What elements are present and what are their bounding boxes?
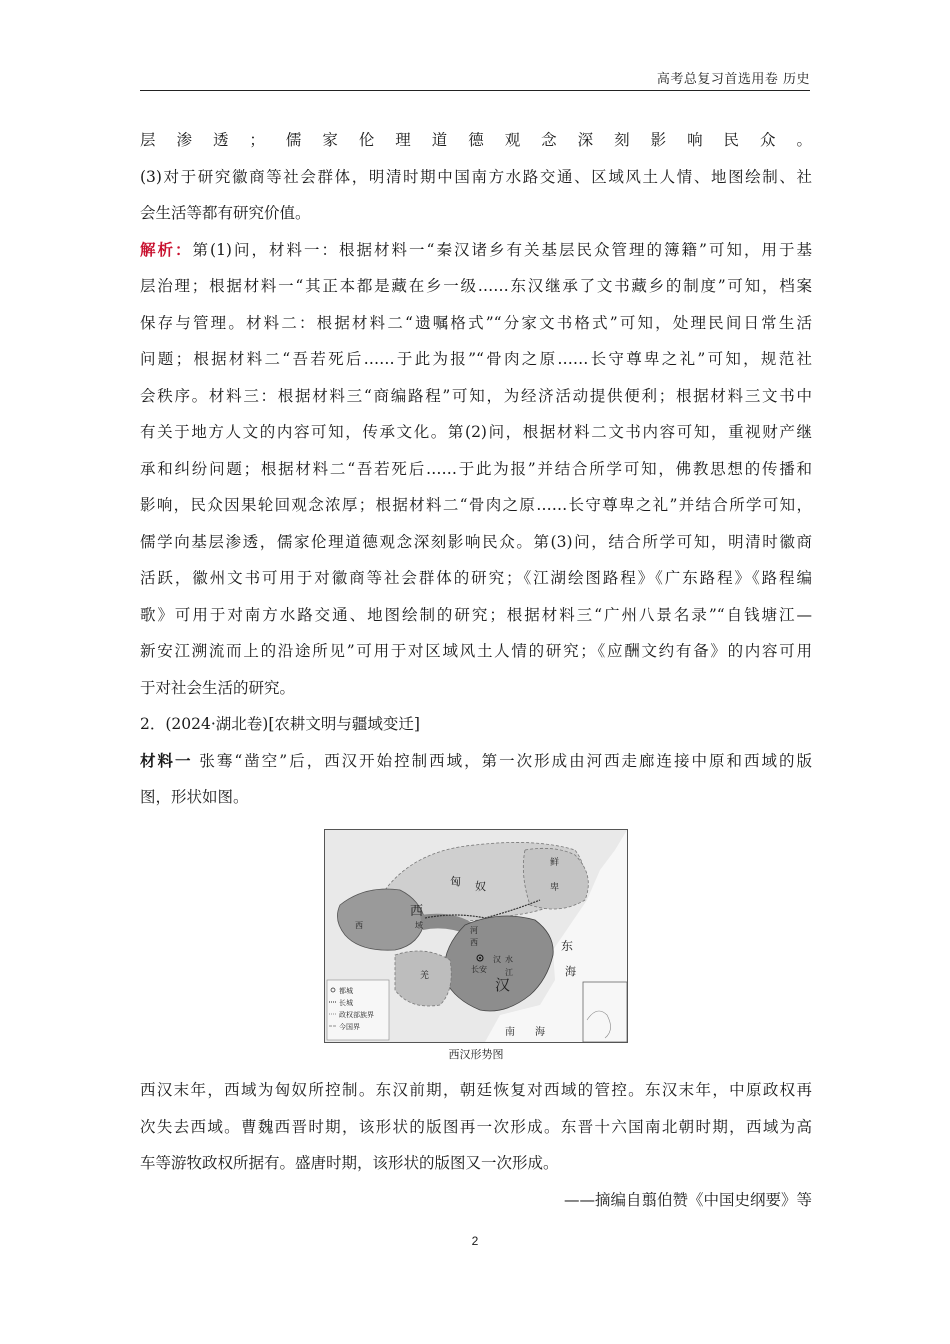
map-label: 东 <box>561 939 574 953</box>
map-label: 西 <box>355 921 363 930</box>
text-line: 保存与管理。材料二：根据材料二“遗嘱格式”“分家文书格式”可知，处理民间日常生活 <box>140 313 812 332</box>
legend-item: 都城 <box>339 987 353 995</box>
analysis-line <box>140 232 812 269</box>
map-label: 卑 <box>550 883 560 893</box>
map-label: 南 <box>505 1027 515 1038</box>
map-label: 长安 <box>471 965 487 974</box>
source-citation: ——摘编自翦伯赞《中国史纲要》等 <box>563 1190 812 1209</box>
map-label: 江 <box>505 968 513 977</box>
text-line: 车等游牧政权所据有。盛唐时期，该形状的版图又一次形成。 <box>140 1154 559 1172</box>
text-line: 于对社会生活的研究。 <box>140 678 296 697</box>
text-line: 儒学向基层渗透，儒家伦理道德观念深刻影响民众。第(3)问，结合所学可知，明清时徽商 <box>140 532 812 551</box>
page-header <box>140 68 810 91</box>
text-span: 第(1)问，材料一：根据材料一“秦汉诸乡有关基层民众管理的簿籍”可知，用于基 <box>192 240 812 259</box>
text-line: 问题；根据材料二“吾若死后……于此为报”“骨肉之原……长守尊卑之礼”可知，规范社 <box>140 350 812 368</box>
question-heading: 2．(2024·湖北卷)[农耕文明与疆域变迁] <box>140 715 420 733</box>
map-label: 域 <box>415 921 423 930</box>
text-line: 有关于地方人文的内容可知，传承文化。第(2)问，根据材料二文书内容可知，重视财产继 <box>140 423 812 441</box>
text-line: 新安江溯流而上的沿途所见”可用于对区域风土人情的研究；《应酬文约有备》的内容可用 <box>140 642 812 660</box>
map-label: 河 <box>470 926 478 935</box>
map-label: 西 <box>410 904 424 919</box>
text-line: 歌》可用于对南方水路交通、地图绘制的研究；根据材料三“广州八景名录”“自钱塘江— <box>140 605 812 624</box>
text-line: 西汉末年，西域为匈奴所控制。东汉前期，朝廷恢复对西域的管控。东汉末年，中原政权再 <box>140 1081 812 1099</box>
main-text <box>140 122 812 816</box>
material-line <box>140 743 812 780</box>
text-line: 会秩序。材料三：根据材料三“商编路程”可知，为经济活动提供便利；根据材料三文书中 <box>140 386 812 405</box>
map-label: 奴 <box>475 880 486 893</box>
text-line: 层渗透；儒家伦理道德观念深刻影响民众。 <box>140 131 812 149</box>
map-label: 海 <box>535 1027 545 1038</box>
map-label: 汉 <box>495 976 511 994</box>
legend-item: 长城 <box>339 999 353 1007</box>
analysis-label: 解析： <box>140 239 193 259</box>
header-title: 高考总复习首选用卷 历史 <box>656 72 810 87</box>
map-label: 水 <box>505 955 513 964</box>
map-label: 羌 <box>420 971 430 981</box>
text-line: (3)对于研究徽商等社会群体，明清时期中国南方水路交通、区域风土人情、地图绘制、社 <box>140 167 812 186</box>
western-han-map <box>324 829 628 1043</box>
page-number: 2 <box>471 1234 479 1248</box>
text-line: 承和纠纷问题；根据材料二“吾若死后……于此为报”并结合所学可知，佛教思想的传播和 <box>140 459 812 478</box>
material1-label: 材料一 <box>140 750 193 770</box>
text-line: 层治理；根据材料一“其正本都是藏在乡一级……东汉继承了文书藏乡的制度”可知，档案 <box>140 277 812 295</box>
legend-item: 今国界 <box>339 1023 360 1031</box>
map-label: 海 <box>565 965 576 978</box>
map-label: 西 <box>470 938 478 947</box>
text-line: 会生活等都有研究价值。 <box>140 204 311 222</box>
text-line: 活跃，徽州文书可用于对徽商等社会群体的研究；《江湖绘图路程》《广东路程》《路程编 <box>140 569 812 587</box>
map-label: 汉 <box>493 955 501 964</box>
map-label: 鲜 <box>550 858 560 868</box>
map-graphic <box>325 830 627 1042</box>
text-span: 张骞“凿空”后，西汉开始控制西域，第一次形成由河西走廊连接中原和西域的版 <box>199 751 812 770</box>
text-line: 次失去西域。曹魏西晋时期，该形状的版图再一次形成。东晋十六国南北朝时期，西域为高 <box>140 1117 812 1136</box>
material-text <box>140 1072 812 1218</box>
text-line: 图，形状如图。 <box>140 788 249 806</box>
legend-item: 政权部族界 <box>339 1011 374 1019</box>
map-label: 匈 <box>450 875 461 888</box>
map-caption: 西汉形势图 <box>448 1048 504 1061</box>
text-line: 影响，民众因果轮回观念浓厚；根据材料二“骨肉之原……长守尊卑之礼”并结合所学可知， <box>140 496 812 514</box>
